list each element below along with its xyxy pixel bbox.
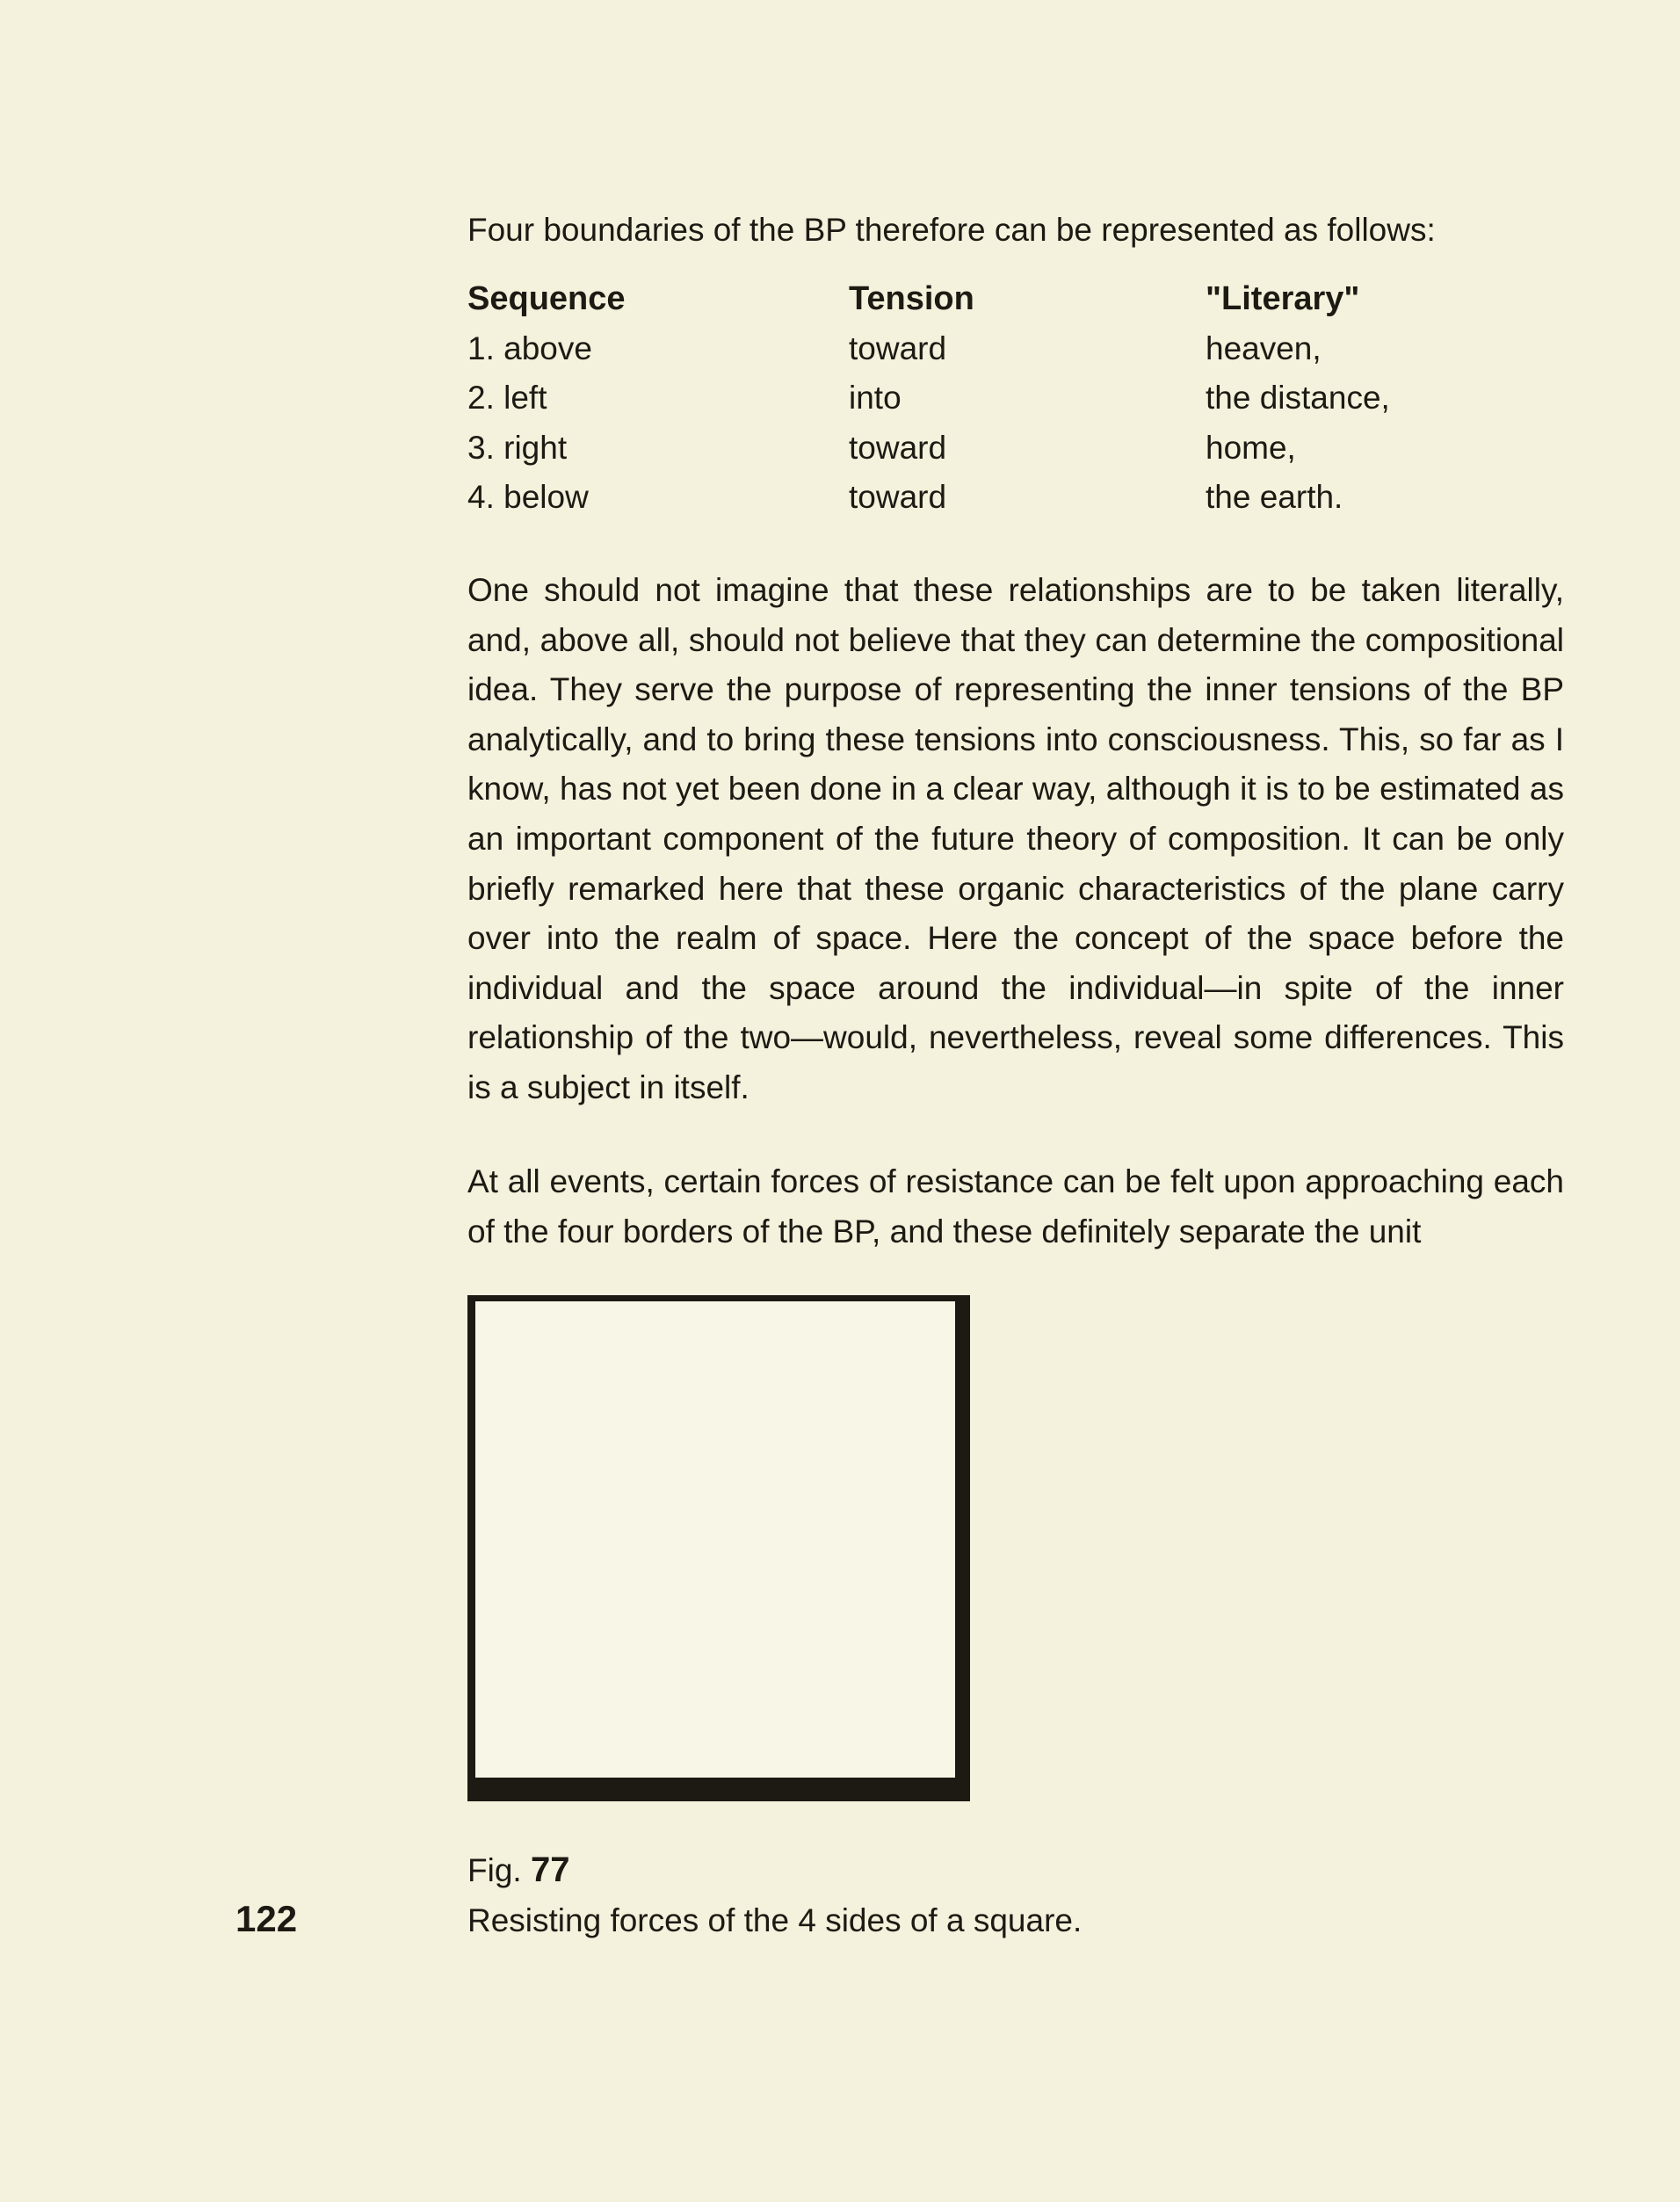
figure-label — [467, 1845, 569, 1895]
figure-caption: Resisting forces of the 4 sides of a square. — [467, 1902, 1083, 1938]
table-row — [467, 424, 1566, 474]
table-header-row — [467, 274, 1566, 324]
table-row — [467, 373, 1566, 424]
cell-tension: toward — [849, 330, 947, 366]
header-sequence: Sequence — [467, 280, 626, 317]
cell-sequence: 1. above — [467, 330, 592, 366]
cell-sequence: 2. left — [467, 380, 547, 416]
cell-literary: the earth. — [1206, 479, 1343, 515]
page-number: 122 — [235, 1898, 298, 1939]
table-row — [467, 324, 1566, 374]
intro-sentence: Four boundaries of the BP therefore can be represented as follows: — [467, 212, 1436, 248]
body-paragraph-2: At all events, certain forces of resistance can be felt upon approaching each of the four borders of the BP, and these definitely separate the unit — [467, 1163, 1564, 1249]
cell-literary: the distance, — [1206, 380, 1390, 416]
table-row — [467, 473, 1566, 523]
cell-tension: toward — [849, 429, 947, 466]
header-literary: "Literary" — [1206, 280, 1360, 317]
figure-label-prefix: Fig. — [467, 1852, 522, 1888]
cell-sequence: 4. below — [467, 479, 589, 515]
cell-literary: heaven, — [1206, 330, 1322, 366]
figure-number: 77 — [530, 1851, 570, 1889]
cell-tension: into — [849, 380, 902, 416]
body-paragraph-1: One should not imagine that these relationships are to be taken literally, and, above all, should not believe that they can determine the compositional idea. They serve the purpose of representing the inner tensions of the BP analytically, and to bring these tensions into consciousness. This, so far as I know, has not yet been done in a clear way, although it is to be estimated as an important component of the future theory of composition. It can be only briefly remarked here that these organic characteristics of the plane carry over into the realm of space. Here the concept of the space before the individual and the space around the individual—in spite of the inner relationship of the two—would, nevertheless, reveal some differences. This is a subject in itself. — [467, 572, 1564, 1105]
cell-sequence: 3. right — [467, 429, 568, 466]
boundaries-table — [467, 274, 1566, 523]
cell-literary: home, — [1206, 429, 1296, 466]
header-tension: Tension — [849, 280, 974, 317]
square-figure — [467, 1295, 970, 1801]
cell-tension: toward — [849, 479, 947, 515]
